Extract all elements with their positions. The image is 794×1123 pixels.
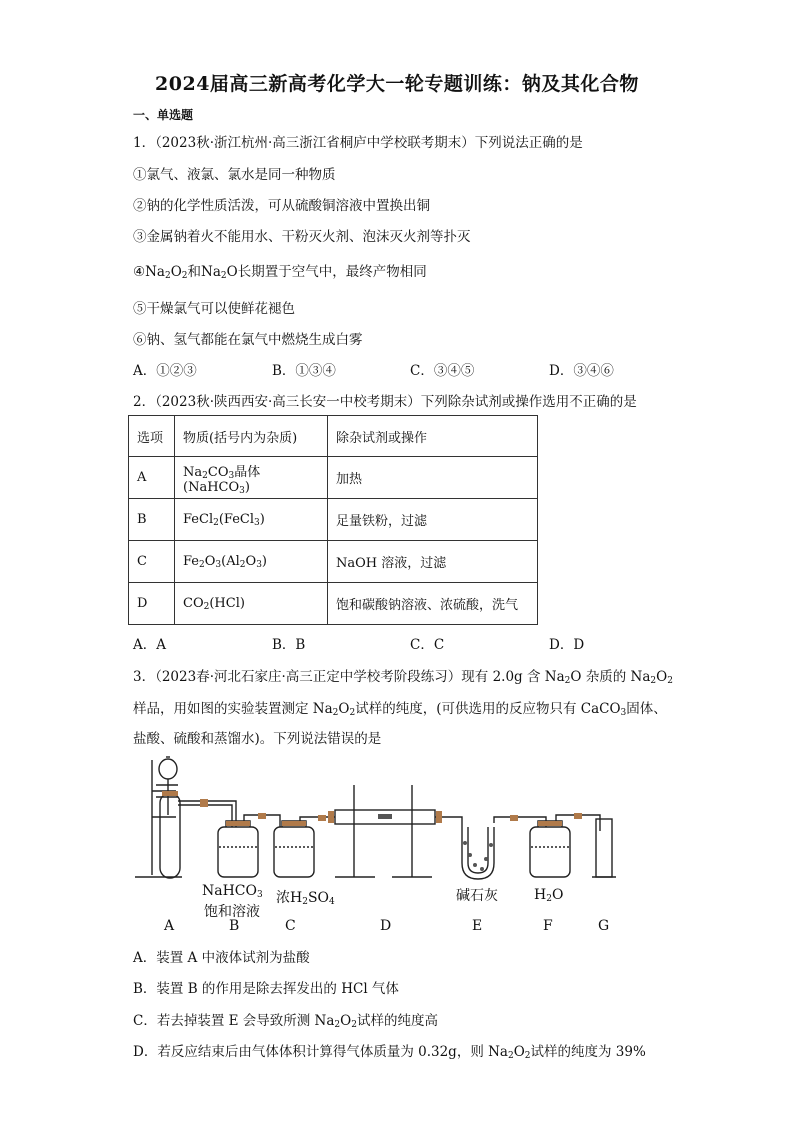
table-row <box>129 541 538 583</box>
table-header-cell: 除杂试剂或操作 <box>328 416 538 457</box>
table-cell: 足量铁粉，过滤 <box>328 499 538 541</box>
table-row <box>129 499 538 541</box>
q2-stem: 2．（2023秋·陕西西安·高三长安一中校考期末）下列除杂试剂或操作选用不正确的是 <box>133 394 637 410</box>
table-header-cell: 物质(括号内为杂质) <box>175 416 328 457</box>
q2-option-a[interactable]: A．A <box>133 637 166 653</box>
q1-option-a[interactable]: A．①②③ <box>133 363 197 379</box>
table-header-row <box>129 416 538 457</box>
q1-statement-4: $④Na_2O_2$和$Na_2O$长期置于空气中，最终产物相同 <box>133 264 427 281</box>
q2-option-b[interactable]: B．B <box>272 637 306 653</box>
table-cell: 加热 <box>328 457 538 499</box>
table-header-cell: 选项 <box>129 416 175 457</box>
q2-option-d[interactable]: D．D <box>549 637 585 653</box>
q3-stem-line-2: 样品，用如图的实验装置测定 $Na_2O_2$试样的纯度，(可供选用的反应物只有 CaCO$_3$固体、 <box>133 701 667 718</box>
apparatus-letter-b: B <box>229 918 240 934</box>
table-cell: $Fe_2O_3(Al_2O_3)$ <box>175 541 328 583</box>
q2-option-c[interactable]: C．C <box>410 637 445 653</box>
document-title: 2024届高三新高考化学大一轮专题训练：钠及其化合物 <box>155 73 639 95</box>
q1-option-b[interactable]: B．①③④ <box>272 363 336 379</box>
q1-stem: 1．（2023秋·浙江杭州·高三浙江省桐庐中学校联考期末）下列说法正确的是 <box>133 135 583 151</box>
apparatus-letter-e: E <box>472 918 483 934</box>
reagent-b-label-1: NaHCO$_3$ <box>202 883 263 900</box>
table-cell: FeCl$_2$(FeCl$_3$) <box>175 499 328 541</box>
q1-statement-5: ⑤干燥氯气可以使鲜花褪色 <box>133 301 295 317</box>
apparatus-letter-g: G <box>598 918 610 934</box>
table-cell: $Na_2CO_3$晶体(NaHCO$_3$) <box>175 457 328 499</box>
table-row <box>129 583 538 625</box>
apparatus-letter-c: C <box>285 918 296 934</box>
table-cell: NaOH 溶液，过滤 <box>328 541 538 583</box>
q1-option-c[interactable]: C．③④⑤ <box>410 363 475 379</box>
table-cell: C <box>129 541 175 583</box>
q3-stem-line-1: 3．（2023春·河北石家庄·高三正定中学校考阶段练习）现有 2.0g 含 $Na_2O$ 杂质的 $Na_2O_2$ <box>133 669 673 686</box>
q3-option-a[interactable]: A．装置 A 中液体试剂为盐酸 <box>133 950 310 966</box>
reagent-e-label: 碱石灰 <box>456 888 498 904</box>
table-cell: 饱和碳酸钠溶液、浓硫酸，洗气 <box>328 583 538 625</box>
q2-table <box>128 415 538 625</box>
table-cell: D <box>129 583 175 625</box>
q1-statement-6: ⑥钠、氢气都能在氯气中燃烧生成白雾 <box>133 332 363 348</box>
apparatus-diagram <box>130 755 630 940</box>
q1-statement-1: ①氯气、液氯、氯水是同一种物质 <box>133 167 336 183</box>
q3-option-d[interactable]: D．若反应结束后由气体体积计算得气体质量为 0.32g，则 $Na_2O_2$试样的纯度为 39% <box>133 1044 646 1061</box>
apparatus-letter-a: A <box>164 918 175 934</box>
section-heading: 一、单选题 <box>133 108 194 122</box>
table-cell: $CO_2(HCl)$ <box>175 583 328 625</box>
apparatus-drawing <box>130 755 630 885</box>
table-cell: A <box>129 457 175 499</box>
q3-option-c[interactable]: C．若去掉装置 E 会导致所测 $Na_2O_2$试样的纯度高 <box>133 1013 438 1030</box>
q3-option-b[interactable]: B．装置 B 的作用是除去挥发出的 HCl 气体 <box>133 981 399 997</box>
table-cell: B <box>129 499 175 541</box>
reagent-c-label: 浓$H_2SO_4$ <box>276 890 335 907</box>
reagent-f-label: $H_2O$ <box>534 887 564 904</box>
apparatus-letter-d: D <box>380 918 392 934</box>
table-row <box>129 457 538 499</box>
q1-statement-2: ②钠的化学性质活泼，可从硫酸铜溶液中置换出铜 <box>133 198 430 214</box>
reagent-b-label-2: 饱和溶液 <box>204 904 260 920</box>
q1-statement-3: ③金属钠着火不能用水、干粉灭火剂、泡沫灭火剂等扑灭 <box>133 229 471 245</box>
q1-option-d[interactable]: D．③④⑥ <box>549 363 614 379</box>
q3-stem-line-3: 盐酸、硫酸和蒸馏水)。下列说法错误的是 <box>133 731 382 747</box>
apparatus-letter-f: F <box>543 918 553 934</box>
